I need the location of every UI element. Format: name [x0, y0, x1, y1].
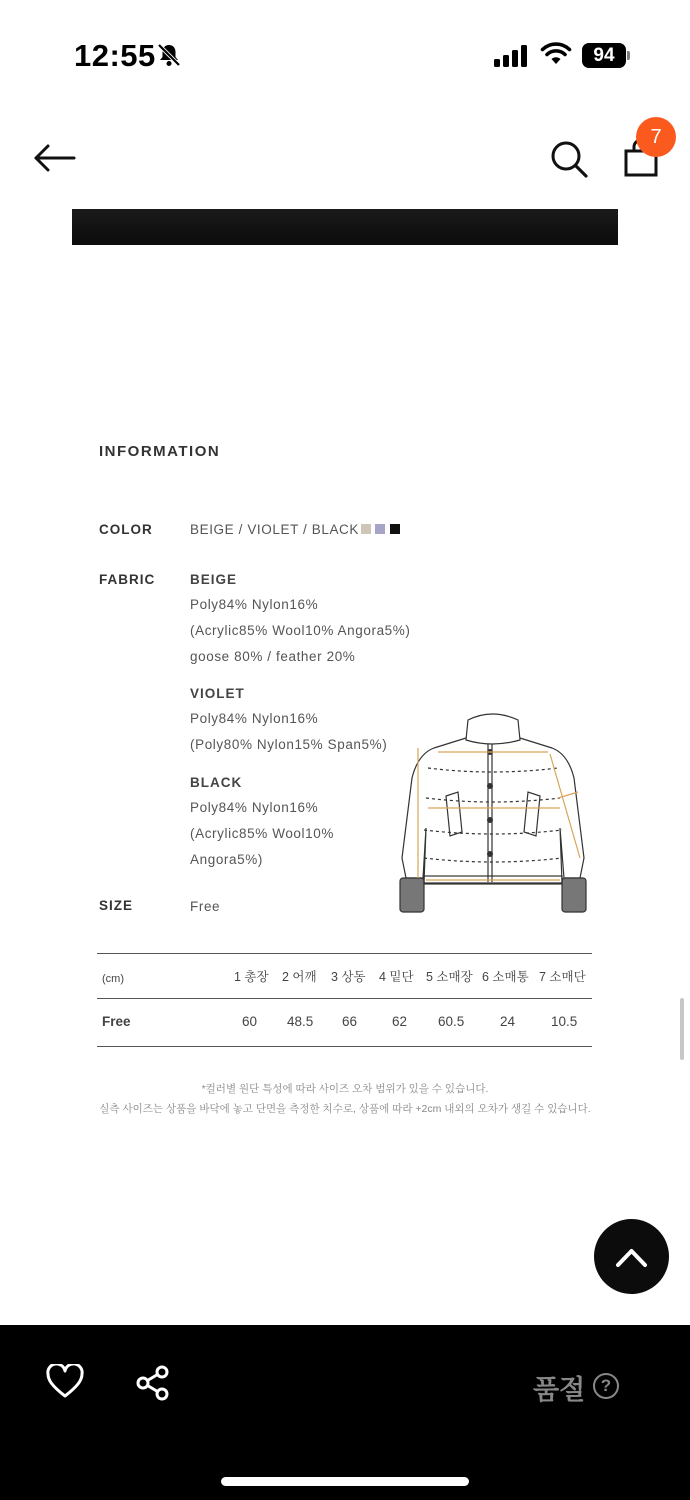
fabric-violet-line: (Poly80% Nylon15% Span5%): [190, 737, 388, 752]
table-cell: 48.5: [287, 1014, 314, 1029]
table-unit: (cm): [102, 973, 124, 985]
fabric-label: FABRIC: [99, 572, 156, 587]
fabric-black-line: Angora5%): [190, 852, 263, 867]
size-value: Free: [190, 899, 221, 914]
table-cell: 62: [392, 1014, 408, 1029]
fabric-black-line: (Acrylic85% Wool10%: [190, 826, 334, 841]
home-indicator[interactable]: [221, 1477, 469, 1486]
fabric-black-line: Poly84% Nylon16%: [190, 800, 319, 815]
table-rule-top: [97, 953, 592, 954]
table-cell: 24: [500, 1014, 516, 1029]
fabric-beige-name: BEIGE: [190, 572, 238, 587]
chevron-up-icon: [594, 1219, 669, 1294]
scrollbar[interactable]: [680, 998, 684, 1060]
product-image: [72, 209, 618, 245]
fabric-black-name: BLACK: [190, 775, 243, 790]
bell-muted-icon: [156, 42, 182, 68]
cellular-signal-icon: [494, 44, 530, 68]
table-cell: 60.5: [438, 1014, 465, 1029]
table-header: 4 밑단: [379, 970, 414, 984]
table-rule-bottom: [97, 1046, 592, 1047]
help-icon[interactable]: ?: [593, 1373, 619, 1399]
fabric-violet-line: Poly84% Nylon16%: [190, 711, 319, 726]
color-swatch-black: [390, 524, 400, 534]
status-bar: [0, 0, 690, 110]
scroll-to-top-button[interactable]: [594, 1219, 669, 1294]
table-cell: 66: [342, 1014, 358, 1029]
jacket-measurement-diagram: [388, 708, 598, 923]
soldout-label: 품절: [533, 1375, 586, 1405]
status-time: 12:55: [74, 38, 156, 73]
table-header: 6 소매통: [482, 970, 529, 984]
color-swatch-violet: [375, 524, 385, 534]
share-icon[interactable]: [134, 1364, 172, 1402]
table-header: 7 소매단: [539, 970, 586, 984]
search-icon[interactable]: [548, 138, 590, 180]
bottom-action-bar: [0, 1325, 690, 1500]
table-rule-mid: [97, 998, 592, 999]
fabric-beige-line: Poly84% Nylon16%: [190, 597, 319, 612]
cart-count-badge: 7: [636, 117, 676, 157]
battery-indicator: 94: [582, 43, 626, 68]
information-heading: INFORMATION: [99, 443, 221, 460]
fabric-beige-line: (Acrylic85% Wool10% Angora5%): [190, 623, 411, 638]
table-row-label: Free: [102, 1014, 131, 1029]
color-swatch-beige: [361, 524, 371, 534]
table-header: 5 소매장: [426, 970, 473, 984]
fabric-beige-line: goose 80% / feather 20%: [190, 649, 356, 664]
color-value: BEIGE / VIOLET / BLACK: [190, 522, 360, 537]
heart-icon[interactable]: [46, 1364, 84, 1400]
size-note-1: *컬러별 원단 특성에 따라 사이즈 오차 범위가 있을 수 있습니다.: [201, 1083, 489, 1095]
table-header: 1 총장: [234, 970, 269, 984]
table-header: 2 어깨: [282, 970, 317, 984]
table-cell: 10.5: [551, 1014, 578, 1029]
table-header: 3 상동: [331, 970, 366, 984]
size-label: SIZE: [99, 898, 134, 913]
wifi-icon: [540, 42, 572, 66]
fabric-violet-name: VIOLET: [190, 686, 245, 701]
battery-tip: [627, 51, 630, 60]
color-label: COLOR: [99, 522, 153, 537]
back-arrow-icon[interactable]: [30, 138, 80, 178]
table-cell: 60: [242, 1014, 258, 1029]
size-note-2: 실측 사이즈는 상품을 바닥에 놓고 단면을 측정한 치수로, 상품에 따라 +2cm 내외의 오차가 생길 수 있습니다.: [99, 1103, 591, 1115]
